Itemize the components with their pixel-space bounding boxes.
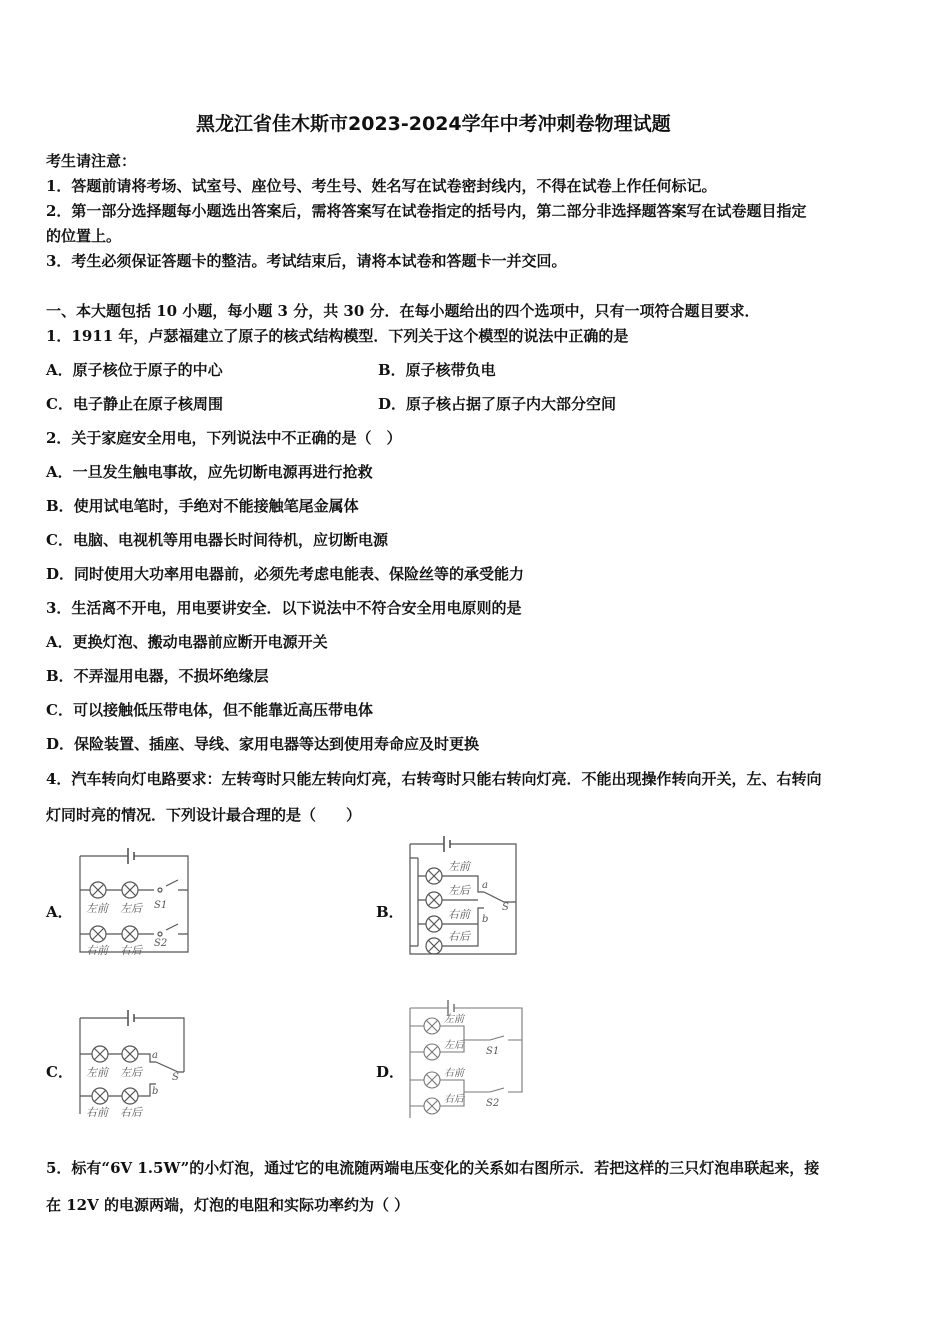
notice-heading: 考生请注意：	[46, 152, 137, 170]
label-right-rear: 右后	[444, 1094, 464, 1105]
label-right-front: 右前	[86, 944, 108, 957]
q4-stem-line1: 4．汽车转向灯电路要求：左转弯时只能左转向灯亮，右转弯时只能右转向灯亮．不能出现操作转向开关，左、右转向	[46, 770, 822, 788]
label-left-front: 左前	[448, 860, 470, 873]
circuit-diagram-b	[404, 836, 522, 960]
label-left-rear: 左后	[444, 1040, 464, 1051]
notice-item-3: 3．考生必须保证答题卡的整洁。考试结束后，请将本试卷和答题卡一并交回。	[46, 252, 567, 270]
q2-option-b: B．使用试电笔时，手绝对不能接触笔尾金属体	[46, 497, 359, 515]
circuit-diagram-a	[74, 842, 194, 960]
q2-stem: 2．关于家庭安全用电，下列说法中不正确的是（ ）	[46, 429, 402, 447]
label-pa: a	[482, 880, 488, 891]
label-right-front: 右前	[86, 1106, 108, 1119]
q1-option-b: B．原子核带负电	[378, 361, 496, 379]
label-s: S	[172, 1072, 179, 1083]
label-pa: a	[152, 1050, 158, 1061]
q3-option-b: B．不弄湿用电器，不损坏绝缘层	[46, 667, 269, 685]
label-s1: S1	[154, 900, 168, 911]
label-pb: b	[482, 914, 489, 925]
q2-option-a: A．一旦发生触电事故，应先切断电源再进行抢救	[46, 463, 373, 481]
label-left-front: 左前	[444, 1014, 464, 1025]
q1-option-c: C．电子静止在原子核周围	[46, 395, 223, 413]
q4-stem-line2: 灯同时亮的情况．下列设计最合理的是（ ）	[46, 806, 362, 824]
q4-option-c-label: C．	[46, 1063, 73, 1081]
label-s2: S2	[154, 938, 168, 949]
q5-stem-line2: 在 12V 的电源两端，灯泡的电阻和实际功率约为（ ）	[46, 1196, 410, 1214]
circuit-diagram-d	[404, 996, 528, 1122]
label-right-rear: 右后	[120, 944, 142, 957]
label-right-front: 右前	[444, 1068, 464, 1079]
page-title: 黑龙江省佳木斯市2023-2024学年中考冲刺卷物理试题	[196, 113, 671, 135]
q5-stem-line1: 5．标有“6V 1.5W”的小灯泡，通过它的电流随两端电压变化的关系如右图所示．若把这样的三只灯泡串联起来，接	[46, 1159, 820, 1177]
circuit-diagram-c	[74, 1006, 190, 1122]
q2-option-c: C．电脑、电视机等用电器长时间待机，应切断电源	[46, 531, 388, 549]
notice-item-1: 1．答题前请将考场、试室号、座位号、考生号、姓名写在试卷密封线内，不得在试卷上作任何标记。	[46, 177, 717, 195]
notice-item-2-cont: 的位置上。	[46, 227, 122, 245]
label-right-rear: 右后	[120, 1106, 142, 1119]
q4-option-d-label: D．	[376, 1063, 405, 1081]
label-left-rear: 左后	[120, 1066, 142, 1079]
q1-option-a: A．原子核位于原子的中心	[46, 361, 223, 379]
label-right-rear: 右后	[448, 930, 470, 943]
q3-option-a: A．更换灯泡、搬动电器前应断开电源开关	[46, 633, 328, 651]
label-s: S	[502, 902, 509, 913]
label-left-front: 左前	[86, 902, 108, 915]
q3-option-d: D．保险装置、插座、导线、家用电器等达到使用寿命应及时更换	[46, 735, 480, 753]
q2-option-d: D．同时使用大功率用电器前，必须先考虑电能表、保险丝等的承受能力	[46, 565, 525, 583]
q4-option-a-label: A．	[46, 903, 73, 921]
label-s2: S2	[486, 1098, 500, 1109]
notice-item-2: 2．第一部分选择题每小题选出答案后，需将答案写在试卷指定的括号内，第二部分非选择题答案写在试卷题目指定	[46, 202, 807, 220]
label-pb: b	[152, 1086, 159, 1097]
label-left-rear: 左后	[120, 902, 142, 915]
q3-stem: 3．生活离不开电，用电要讲安全．以下说法中不符合安全用电原则的是	[46, 599, 522, 617]
q1-option-d: D．原子核占据了原子内大部分空间	[378, 395, 617, 413]
q4-option-b-label: B．	[376, 903, 404, 921]
label-right-front: 右前	[448, 908, 470, 921]
label-left-front: 左前	[86, 1066, 108, 1079]
label-left-rear: 左后	[448, 884, 470, 897]
q3-option-c: C．可以接触低压带电体，但不能靠近高压带电体	[46, 701, 373, 719]
q1-stem: 1．1911 年，卢瑟福建立了原子的核式结构模型．下列关于这个模型的说法中正确的是	[46, 327, 629, 345]
section-heading: 一、本大题包括 10 小题，每小题 3 分，共 30 分．在每小题给出的四个选项中，只有一项符合题目要求．	[46, 302, 760, 320]
label-s1: S1	[486, 1046, 500, 1057]
